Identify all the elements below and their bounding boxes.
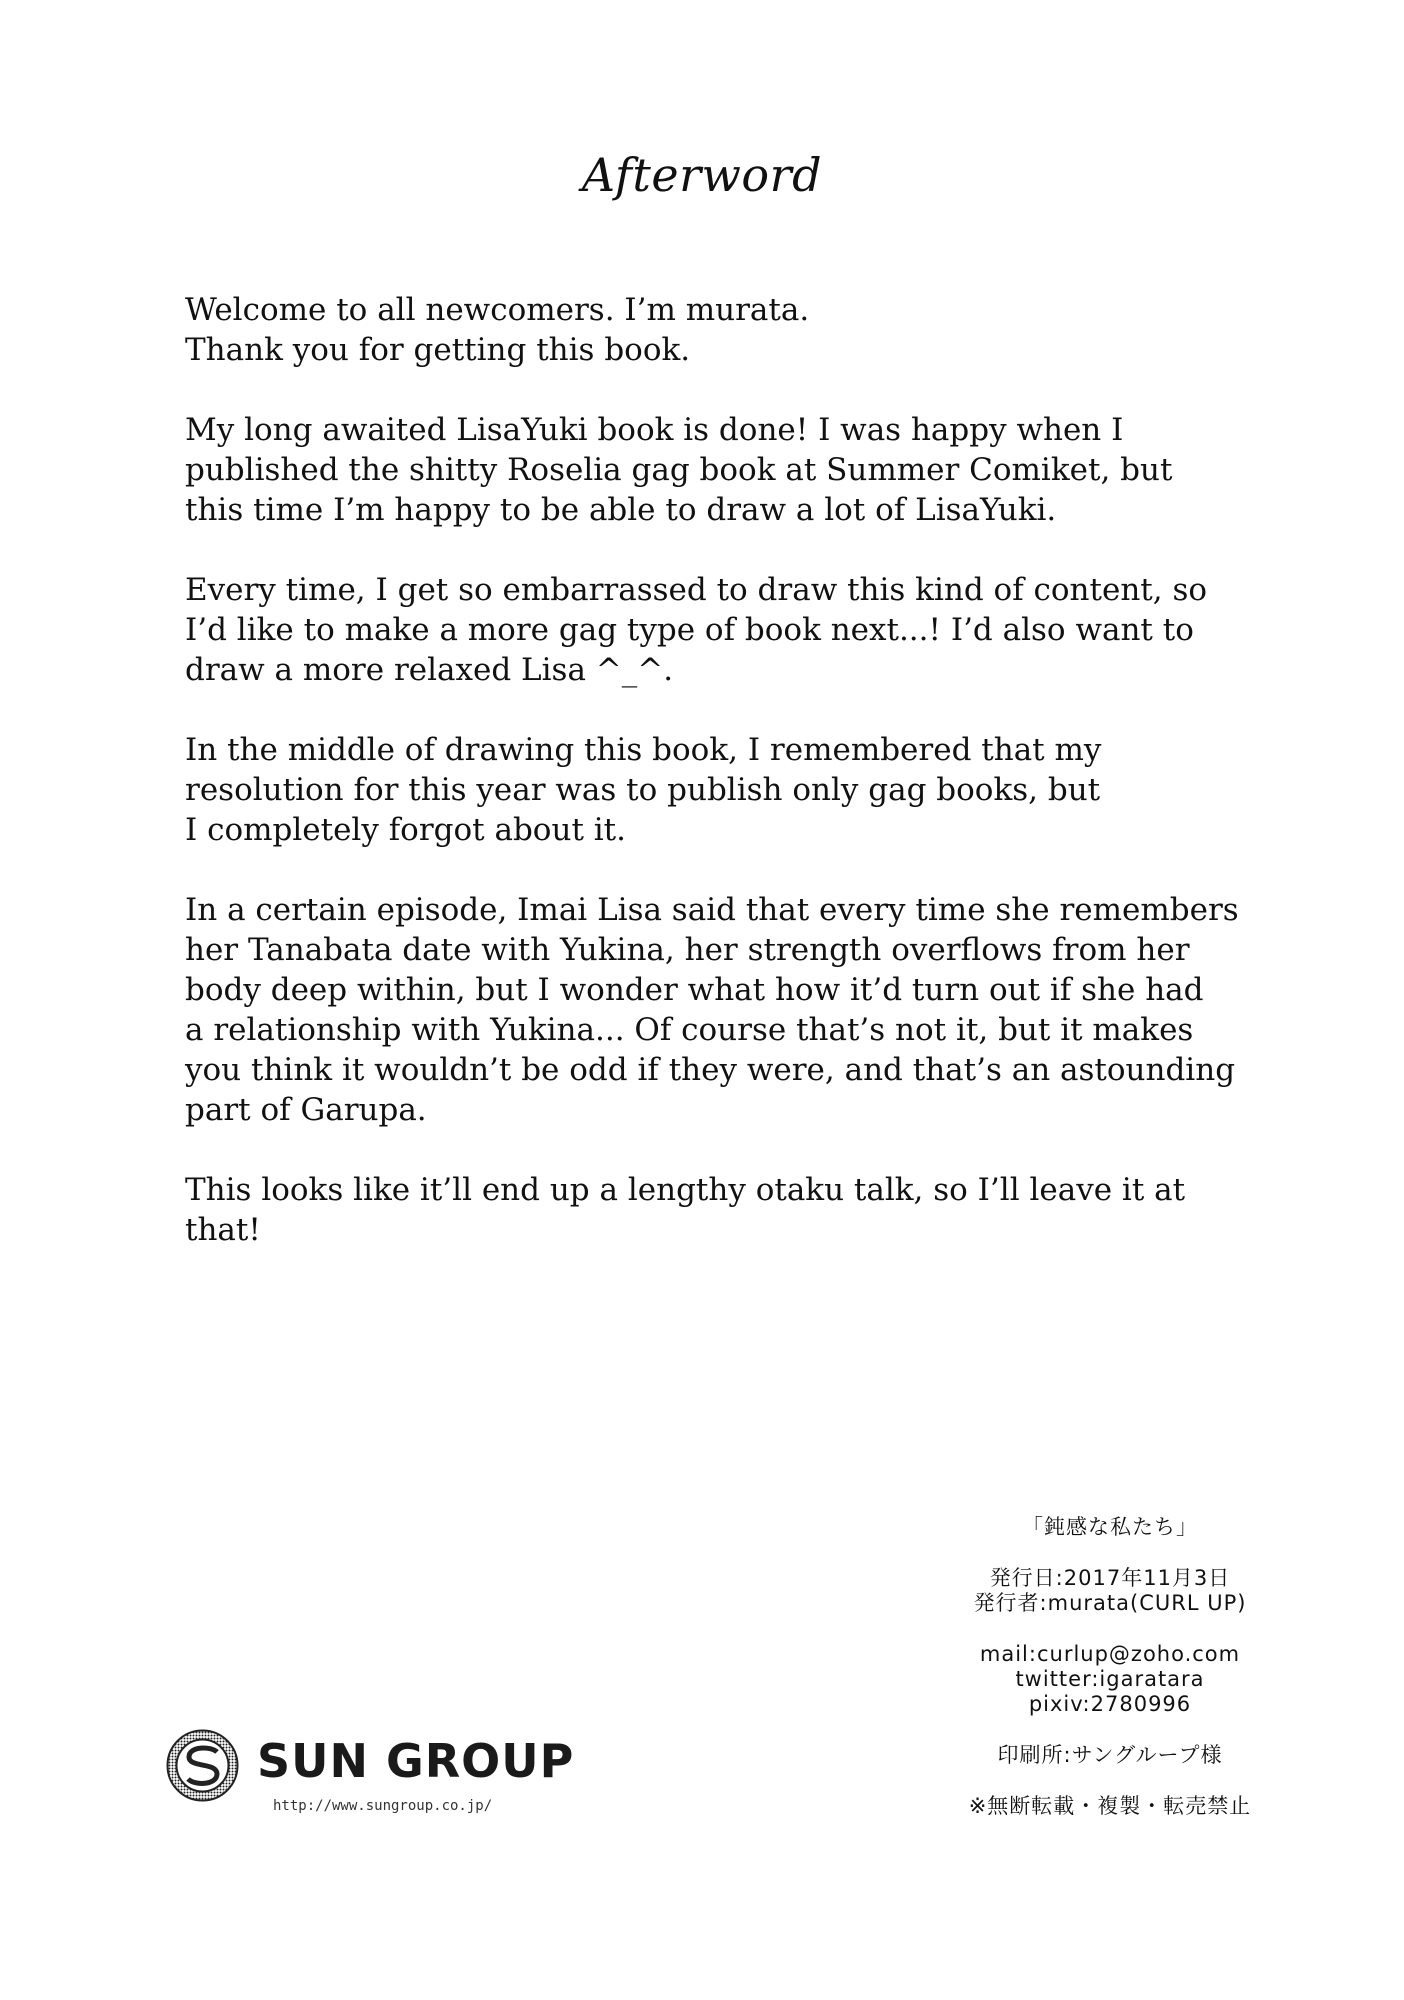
paragraph-6: This looks like it’ll end up a lengthy otaku talk, so I’ll leave it at that! bbox=[185, 1172, 1186, 1248]
sun-group-logo-icon bbox=[165, 1728, 240, 1803]
paragraph-4: In the middle of drawing this book, I remembered that my resolution for this year was to publish only gag books, but I completely forgot about it. bbox=[185, 732, 1102, 848]
publisher: 発行者:murata(CURL UP) bbox=[973, 1591, 1247, 1615]
contact-mail: mail:curlup@zoho.com bbox=[979, 1642, 1241, 1666]
contact-pixiv: pixiv:2780996 bbox=[1028, 1692, 1192, 1716]
page-title: Afterword bbox=[581, 148, 823, 202]
printer: 印刷所:サングループ様 bbox=[997, 1743, 1223, 1767]
book-title: 「鈍感な私たち」 bbox=[1022, 1515, 1198, 1539]
sun-group-logo bbox=[165, 1728, 605, 1828]
sun-group-wordmark: SUN GROUP bbox=[257, 1734, 575, 1788]
paragraph-1: Welcome to all newcomers. I’m murata. Thank you for getting this book. bbox=[185, 292, 810, 368]
sun-group-url: http://www.sungroup.co.jp/ bbox=[273, 1798, 493, 1814]
paragraph-2: My long awaited LisaYuki book is done! I was happy when I published the shitty Roselia gag book at Summer Comiket, but this time I’m happy to be able to draw a lot of LisaYuki. bbox=[185, 412, 1173, 528]
issue-date: 発行日:2017年11月3日 bbox=[989, 1566, 1231, 1590]
colophon bbox=[860, 1515, 1360, 1819]
paragraph-5: In a certain episode, Imai Lisa said that every time she remembers her Tanabata date with Yukina, her strength overflows from her body deep within, but I wonder what how it’d turn out if she had a relationship with Yukina... Of course that’s not it, but it makes you think it wouldn’t be odd if they were, and that’s an astounding part of Garupa. bbox=[185, 892, 1239, 1128]
copyright-notice: ※無断転載・複製・転売禁止 bbox=[968, 1794, 1252, 1818]
contact-twitter: twitter:igaratara bbox=[1015, 1667, 1205, 1691]
paragraph-3: Every time, I get so embarrassed to draw this kind of content, so I’d like to make a more gag type of book next...! I’d also want to draw a more relaxed Lisa ^_^. bbox=[185, 572, 1208, 688]
afterword-body bbox=[185, 290, 1245, 1290]
